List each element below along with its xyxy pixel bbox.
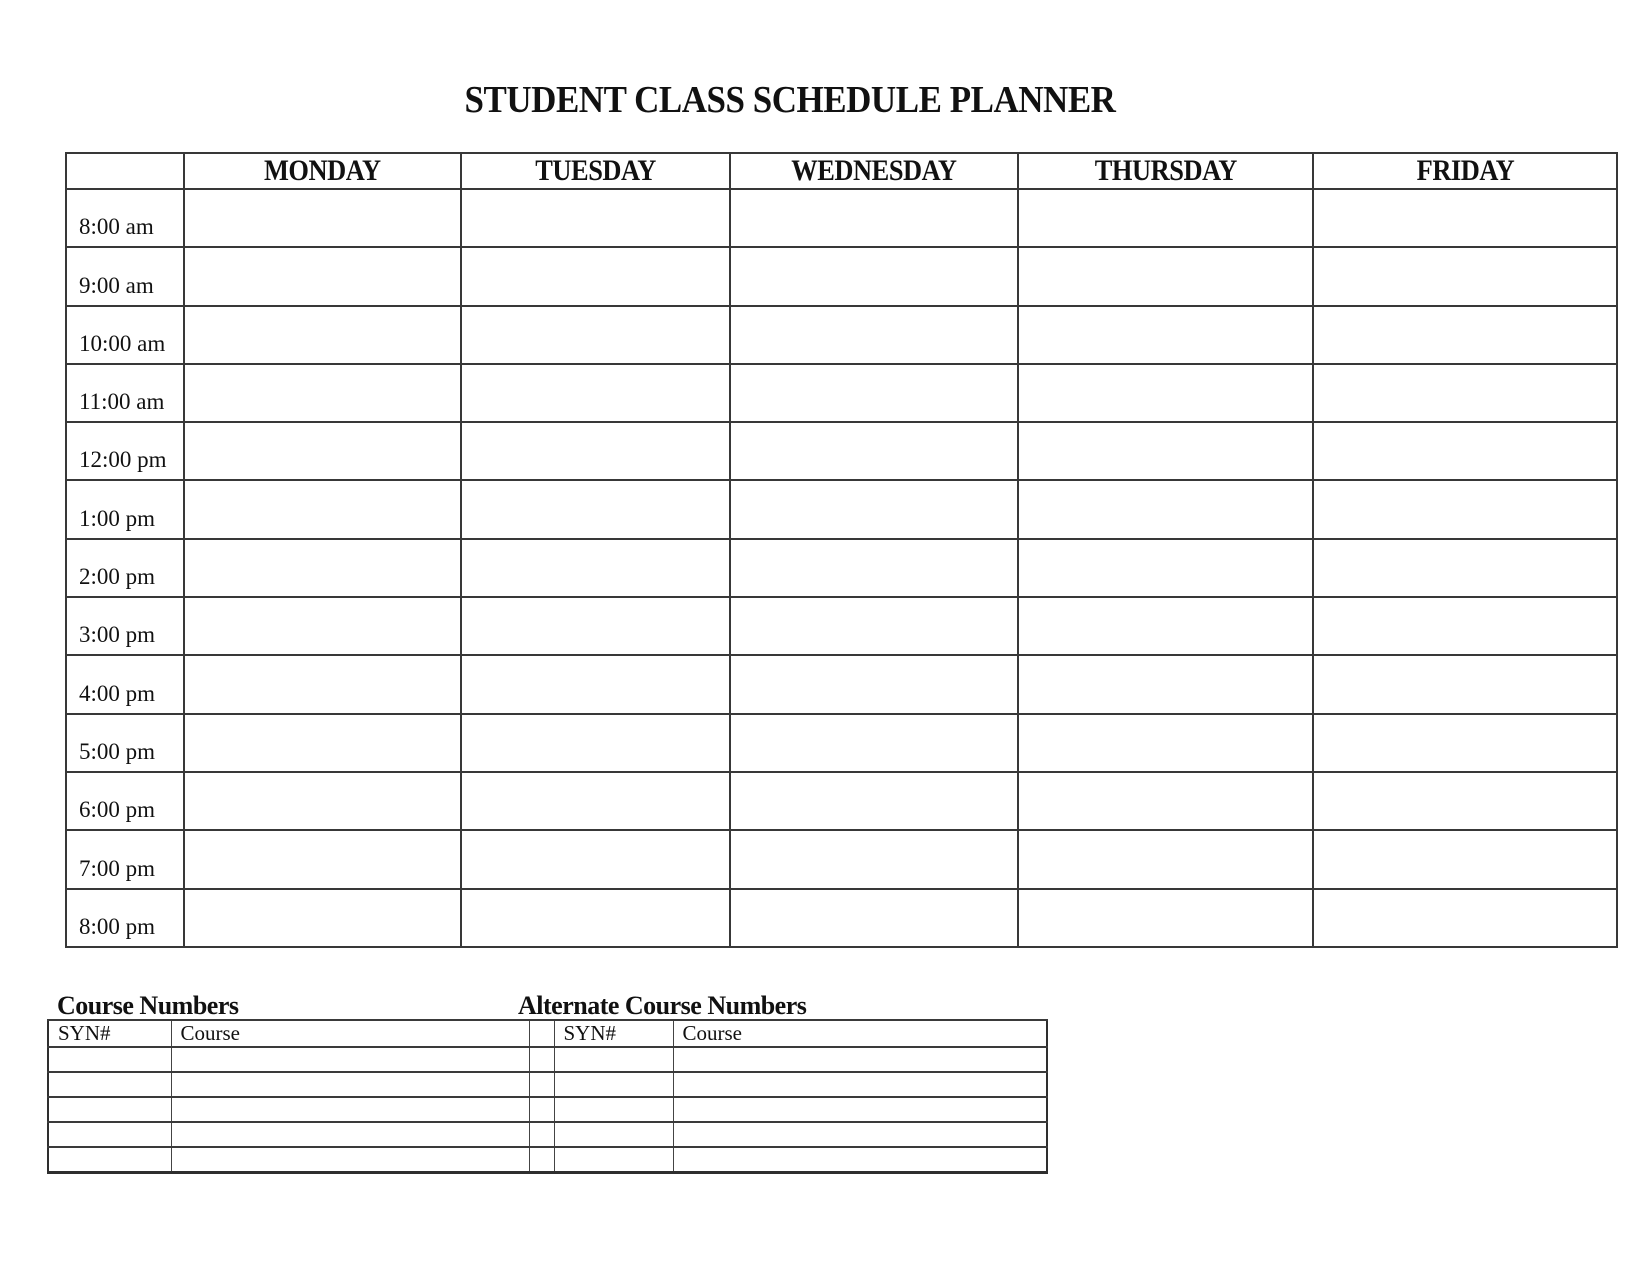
schedule-cell (461, 422, 730, 480)
schedule-cell (1018, 830, 1313, 888)
day-header-thursday (1018, 153, 1313, 189)
course-cell (171, 1072, 529, 1097)
schedule-cell (184, 830, 461, 888)
schedule-cell (1313, 189, 1617, 247)
spacer-cell (529, 1047, 554, 1072)
schedule-cell (1313, 772, 1617, 830)
course-cell (171, 1047, 529, 1072)
schedule-cell (184, 889, 461, 947)
schedule-row (66, 539, 1617, 597)
schedule-cell (184, 655, 461, 713)
syn-cell (48, 1072, 171, 1097)
schedule-cell (730, 772, 1018, 830)
schedule-cell (184, 364, 461, 422)
syn-cell (48, 1122, 171, 1147)
schedule-row (66, 189, 1617, 247)
schedule-cell (730, 597, 1018, 655)
time-label: 1:00 pm (66, 480, 184, 538)
course-table-row (48, 1072, 1047, 1097)
schedule-cell (461, 539, 730, 597)
schedule-cell (730, 247, 1018, 305)
alt-course-cell (673, 1047, 1047, 1072)
time-label: 10:00 am (66, 306, 184, 364)
schedule-cell (1313, 306, 1617, 364)
day-header-friday (1313, 153, 1617, 189)
schedule-cell (1018, 189, 1313, 247)
course-column-header: Course (171, 1020, 529, 1047)
schedule-cell (1018, 655, 1313, 713)
schedule-row (66, 422, 1617, 480)
alt-course-cell (673, 1122, 1047, 1147)
schedule-cell (730, 189, 1018, 247)
schedule-cell (1313, 247, 1617, 305)
schedule-cell (1018, 480, 1313, 538)
schedule-cell (184, 422, 461, 480)
course-table-row (48, 1097, 1047, 1122)
schedule-cell (1018, 889, 1313, 947)
time-label: 2:00 pm (66, 539, 184, 597)
time-label: 12:00 pm (66, 422, 184, 480)
schedule-row (66, 480, 1617, 538)
time-label: 11:00 am (66, 364, 184, 422)
time-label: 8:00 am (66, 189, 184, 247)
schedule-cell (1018, 364, 1313, 422)
schedule-cell (730, 364, 1018, 422)
spacer-cell (529, 1020, 554, 1047)
schedule-row (66, 247, 1617, 305)
schedule-cell (461, 364, 730, 422)
schedule-header-row (66, 153, 1617, 189)
schedule-cell (461, 189, 730, 247)
course-cell (171, 1147, 529, 1172)
schedule-cell (730, 889, 1018, 947)
spacer-cell (529, 1122, 554, 1147)
page-title: STUDENT CLASS SCHEDULE PLANNER (464, 79, 1116, 121)
course-table-row (48, 1047, 1047, 1072)
time-label: 7:00 pm (66, 830, 184, 888)
day-header-label: FRIDAY (1416, 154, 1514, 187)
time-label: 9:00 am (66, 247, 184, 305)
schedule-cell (730, 655, 1018, 713)
schedule-row (66, 714, 1617, 772)
schedule-cell (461, 830, 730, 888)
schedule-cell (461, 597, 730, 655)
schedule-cell (461, 247, 730, 305)
course-cell (171, 1097, 529, 1122)
schedule-cell (184, 189, 461, 247)
schedule-cell (1313, 539, 1617, 597)
time-label: 5:00 pm (66, 714, 184, 772)
course-numbers-heading: Course Numbers (57, 991, 239, 1020)
course-table-header-row (48, 1020, 1047, 1047)
day-header-tuesday (461, 153, 730, 189)
syn-cell (48, 1097, 171, 1122)
day-header-label: TUESDAY (535, 154, 656, 187)
schedule-row (66, 306, 1617, 364)
schedule-row (66, 830, 1617, 888)
time-label: 8:00 pm (66, 889, 184, 947)
schedule-cell (461, 306, 730, 364)
alt-course-cell (673, 1097, 1047, 1122)
spacer-cell (529, 1072, 554, 1097)
time-label: 3:00 pm (66, 597, 184, 655)
time-label: 4:00 pm (66, 655, 184, 713)
alt-syn-cell (554, 1122, 673, 1147)
day-header-monday (184, 153, 461, 189)
schedule-cell (1018, 247, 1313, 305)
schedule-cell (184, 306, 461, 364)
schedule-cell (461, 772, 730, 830)
schedule-row (66, 597, 1617, 655)
course-table-row (48, 1122, 1047, 1147)
schedule-cell (730, 480, 1018, 538)
schedule-row (66, 889, 1617, 947)
schedule-cell (1313, 714, 1617, 772)
schedule-cell (1313, 364, 1617, 422)
schedule-cell (184, 597, 461, 655)
schedule-cell (1313, 422, 1617, 480)
schedule-cell (1018, 539, 1313, 597)
schedule-cell (1018, 306, 1313, 364)
schedule-cell (730, 539, 1018, 597)
syn-cell (48, 1047, 171, 1072)
time-label: 6:00 pm (66, 772, 184, 830)
schedule-cell (1018, 772, 1313, 830)
alternate-course-numbers-heading: Alternate Course Numbers (518, 991, 807, 1020)
schedule-cell (1018, 597, 1313, 655)
schedule-row (66, 364, 1617, 422)
schedule-table (65, 152, 1618, 948)
schedule-row (66, 772, 1617, 830)
course-numbers-table (47, 1019, 1048, 1174)
course-table-row (48, 1147, 1047, 1172)
alt-syn-cell (554, 1147, 673, 1172)
schedule-cell (184, 714, 461, 772)
alt-course-cell (673, 1072, 1047, 1097)
schedule-cell (184, 539, 461, 597)
schedule-cell (184, 247, 461, 305)
schedule-cell (1018, 422, 1313, 480)
day-header-wednesday (730, 153, 1018, 189)
schedule-cell (461, 480, 730, 538)
alt-syn-cell (554, 1047, 673, 1072)
schedule-cell (730, 830, 1018, 888)
alt-syn-cell (554, 1097, 673, 1122)
schedule-cell (1313, 655, 1617, 713)
schedule-cell (1018, 714, 1313, 772)
course-table-body (48, 1047, 1047, 1172)
schedule-cell (461, 889, 730, 947)
day-header-label: THURSDAY (1094, 154, 1237, 187)
day-header-label: MONDAY (264, 154, 381, 187)
schedule-cell (184, 480, 461, 538)
day-header-label: WEDNESDAY (791, 154, 957, 187)
schedule-body (66, 189, 1617, 947)
schedule-cell (1313, 597, 1617, 655)
schedule-corner-cell (66, 153, 184, 189)
schedule-row (66, 655, 1617, 713)
spacer-cell (529, 1147, 554, 1172)
spacer-cell (529, 1097, 554, 1122)
schedule-cell (730, 714, 1018, 772)
schedule-cell (184, 772, 461, 830)
schedule-cell (1313, 889, 1617, 947)
schedule-cell (1313, 830, 1617, 888)
alt-course-column-header: Course (673, 1020, 1047, 1047)
syn-cell (48, 1147, 171, 1172)
schedule-cell (730, 306, 1018, 364)
schedule-cell (461, 714, 730, 772)
alt-course-cell (673, 1147, 1047, 1172)
schedule-cell (461, 655, 730, 713)
schedule-cell (730, 422, 1018, 480)
syn-column-header: SYN# (48, 1020, 171, 1047)
alt-syn-column-header: SYN# (554, 1020, 673, 1047)
course-cell (171, 1122, 529, 1147)
alt-syn-cell (554, 1072, 673, 1097)
schedule-cell (1313, 480, 1617, 538)
